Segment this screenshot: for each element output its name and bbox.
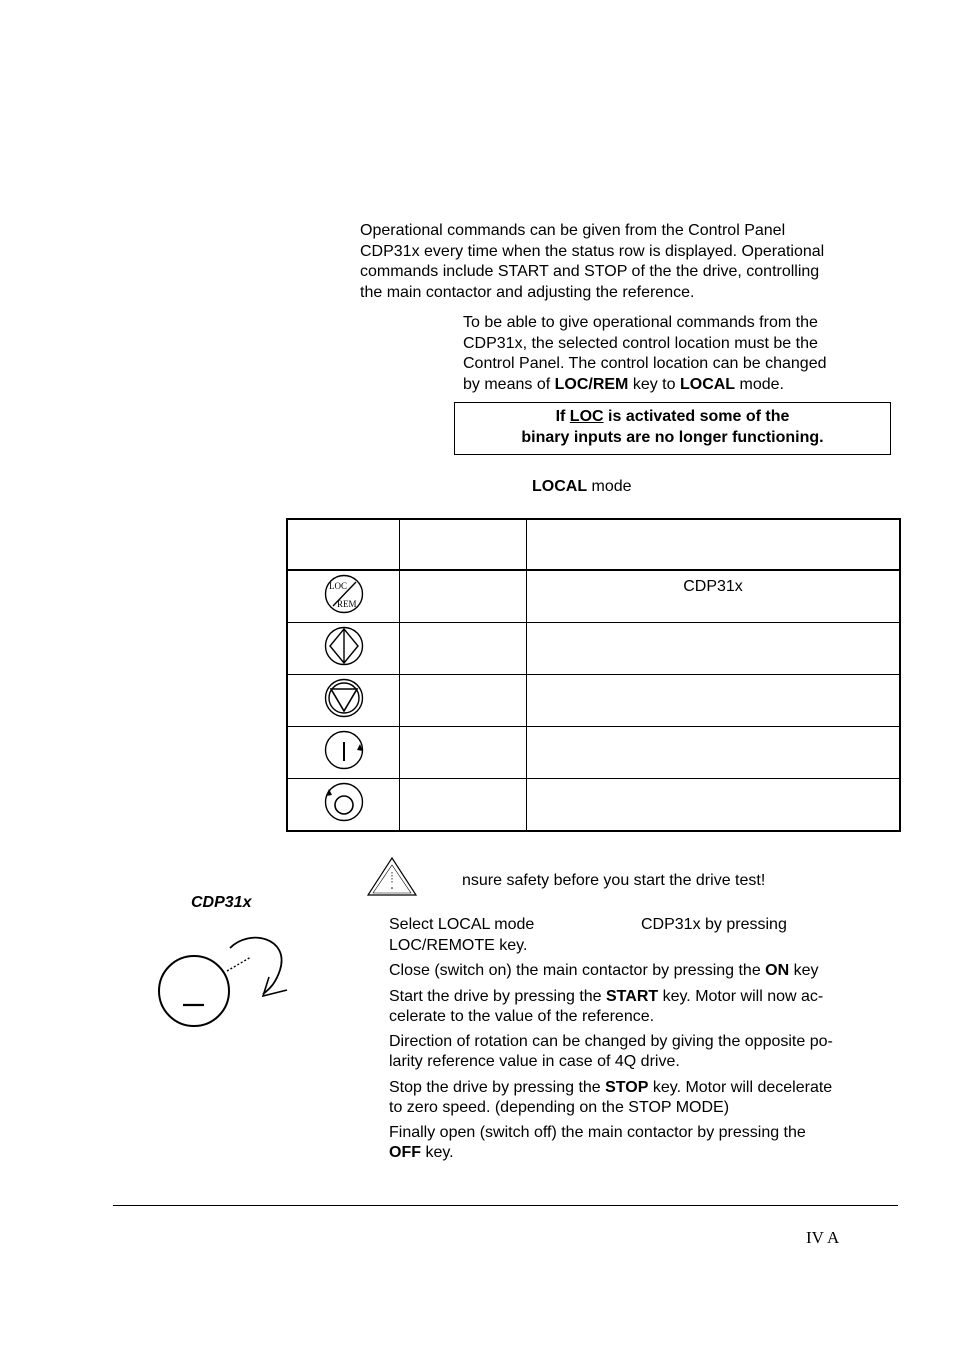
side-label: CDP31x [191,894,252,911]
start-key-name: START [606,987,659,1005]
table-row [287,727,900,779]
on-key-icon [323,729,365,771]
caption-bold: LOCAL [532,478,588,495]
key-cell [287,570,400,623]
text: is activated some of the [603,408,790,425]
on-key-name: ON [765,962,790,979]
location-line: CDP31x, the selected control location must be the [463,334,818,352]
rem-label: REM [336,599,357,609]
location-line: Control Panel. The control location can be changed [463,355,827,372]
step-text: LOC/REMOTE key. [389,936,528,954]
loc-warning-box [454,402,891,455]
step-text: Start the drive by pressing the [389,987,606,1005]
caption-rest: mode [587,478,632,495]
step-text: key. [421,1144,454,1161]
loc-rem-key-icon [323,573,365,615]
name-cell [400,727,527,779]
table-caption [532,478,632,496]
step-text: Select LOCAL mode [389,916,535,933]
local-mode-name: LOCAL [679,375,736,393]
steps-list [389,915,889,1164]
step-4 [389,1032,889,1073]
step-text: CDP31x by pressing [641,916,787,933]
description-cell [527,623,901,675]
step-text: Finally open (switch off) the main contactor by pressing the [389,1123,806,1141]
row-description: CDP31x [683,577,743,595]
intro-line: commands include START and STOP of the the drive, controlling [360,263,820,280]
step-6 [389,1123,889,1164]
warning-line [455,406,890,427]
header-cell [527,519,901,570]
step-3 [389,987,889,1028]
description-cell [527,779,901,832]
loc-label: LOC [328,581,347,591]
step-text: to zero speed. (depending on the STOP MODE) [389,1099,730,1116]
description-cell [527,570,901,623]
key-cell [287,623,400,675]
location-paragraph [463,313,827,395]
step-text: Close (switch on) the main contactor by pressing the [389,962,766,979]
name-cell [400,675,527,727]
stop-key-icon [323,677,365,719]
intro-paragraph [360,221,824,303]
warning-line: binary inputs are no longer functioning. [521,429,824,446]
footer-rule [113,1205,898,1206]
keys-table [286,518,901,832]
description-cell [527,675,901,727]
warning-triangle-icon [367,856,419,898]
step-text: key. Motor will now ac- [658,987,824,1005]
step-1 [389,915,889,956]
description-cell [527,727,901,779]
text: mode. [735,375,784,393]
off-key-icon [323,781,365,823]
name-cell [400,623,527,675]
text: by means of [463,375,555,393]
step-text: Direction of rotation can be changed by giving the opposite po- [389,1032,833,1050]
loc-underlined: LOC [569,408,604,425]
intro-line: Operational commands can be given from the Control Panel [360,222,786,239]
step-text: celerate to the value of the reference. [389,1008,655,1025]
safety-notice: nsure safety before you start the drive test! [462,872,766,889]
table-header-row [287,519,900,570]
page-number: IV A [806,1228,840,1247]
key-cell [287,727,400,779]
key-cell [287,779,400,832]
location-line [463,375,827,396]
step-text: larity reference value in case of 4Q drive. [389,1053,680,1070]
header-cell [287,519,400,570]
off-key-name: OFF [389,1144,421,1161]
step-line [389,1078,889,1099]
key-cell [287,675,400,727]
table-row [287,623,900,675]
table-row [287,675,900,727]
step-line [389,987,889,1008]
step-text: key [789,962,819,979]
step-2 [389,961,889,982]
step-line [389,1143,889,1164]
start-key-icon [323,625,365,667]
stop-key-name: STOP [605,1078,649,1096]
step-text: Stop the drive by pressing the [389,1078,606,1096]
text: If [555,408,570,425]
header-cell [400,519,527,570]
name-cell [400,779,527,832]
table-row [287,779,900,832]
name-cell [400,570,527,623]
loc-rem-key-name: LOC/REM [554,375,629,393]
step-5 [389,1078,889,1119]
intro-line: CDP31x every time when the status row is displayed. Operational [360,242,825,260]
table-row [287,570,900,623]
text: key to [628,375,680,393]
intro-line: the main contactor and adjusting the reference. [360,283,695,301]
location-line: To be able to give operational commands from the [463,314,818,331]
reference-knob-icon [155,930,295,1032]
step-text: key. Motor will decelerate [648,1078,833,1096]
